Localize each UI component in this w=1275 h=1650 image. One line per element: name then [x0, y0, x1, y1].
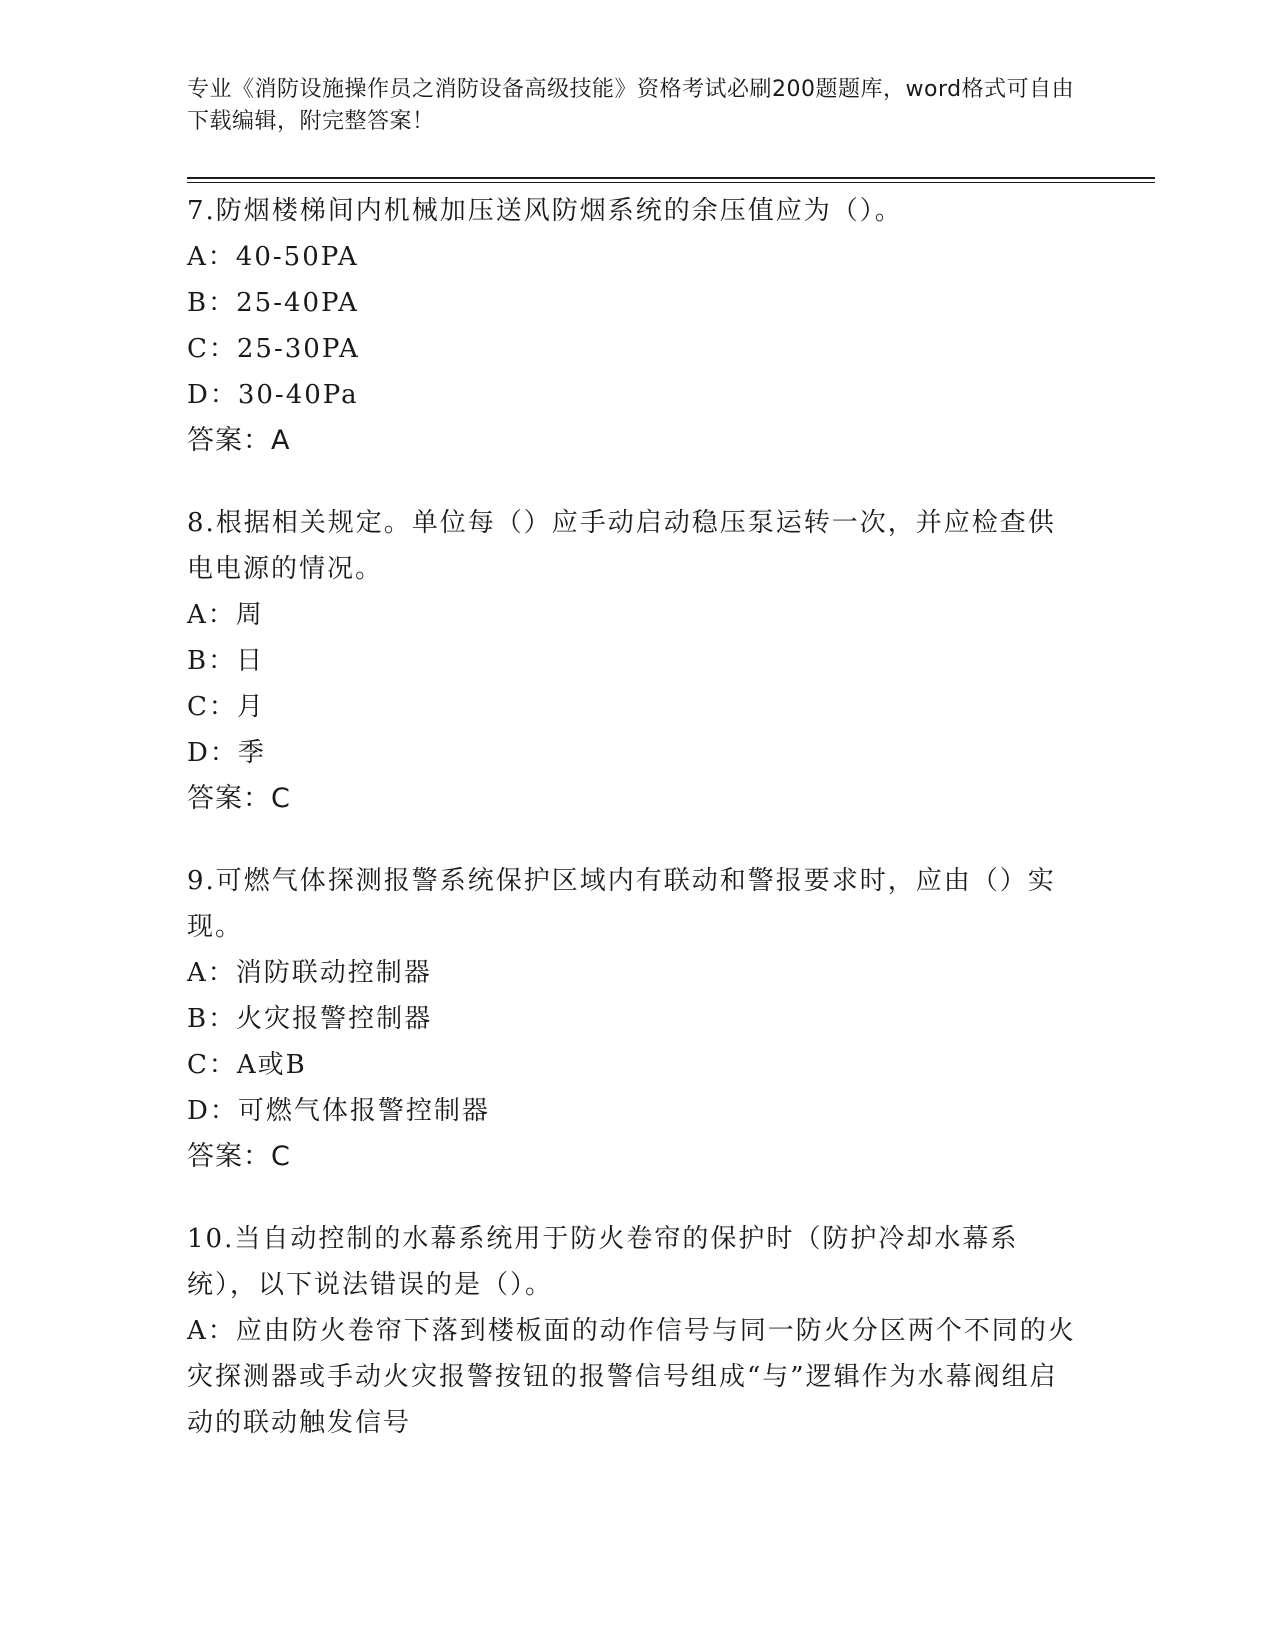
- answer-line: 答案：C: [187, 783, 291, 814]
- document-header: 专业《消防设施操作员之消防设备高级技能》资格考试必刷200题题库，word格式可自由下载编辑，附完整答案！: [187, 77, 1075, 134]
- option-a: A：应由防火卷帘下落到楼板面的动作信号与同一防火分区两个不同的火灾探测器或手动火灾报警按钮的报警信号组成“与”逻辑作为水幕阀组启动的联动触发信号: [187, 1316, 1076, 1438]
- option-c: C：月: [187, 692, 265, 722]
- option-d: D：30-40Pa: [187, 380, 359, 410]
- header-divider-thin: [187, 182, 1155, 183]
- question-9: [187, 858, 1077, 1180]
- answer-line: 答案：C: [187, 1141, 291, 1172]
- question-text: 9.可燃气体探测报警系统保护区域内有联动和警报要求时，应由（）实现。: [187, 866, 1056, 942]
- question-text: 10.当自动控制的水幕系统用于防火卷帘的保护时（防护冷却水幕系统），以下说法错误的是（）。: [187, 1224, 1019, 1300]
- option-c: C：25-30PA: [187, 334, 360, 364]
- question-text: 7.防烟楼梯间内机械加压送风防烟系统的余压值应为（）。: [187, 196, 903, 226]
- option-d: D：可燃气体报警控制器: [187, 1096, 490, 1126]
- option-b: B：25-40PA: [187, 288, 359, 318]
- option-a: A：40-50PA: [187, 242, 359, 272]
- option-c: C：A或B: [187, 1050, 307, 1080]
- option-b: B：火灾报警控制器: [187, 1004, 433, 1034]
- question-text: 8.根据相关规定。单位每（）应手动启动稳压泵运转一次，并应检查供电电源的情况。: [187, 508, 1056, 584]
- question-7: [187, 188, 1077, 464]
- header-divider-thick: [187, 177, 1155, 179]
- question-list: [187, 188, 1077, 1482]
- answer-line: 答案：A: [187, 425, 291, 456]
- question-8: [187, 500, 1077, 822]
- question-10: [187, 1216, 1077, 1446]
- option-b: B：日: [187, 646, 265, 676]
- option-a: A：周: [187, 600, 264, 630]
- option-a: A：消防联动控制器: [187, 958, 432, 988]
- option-d: D：季: [187, 738, 266, 768]
